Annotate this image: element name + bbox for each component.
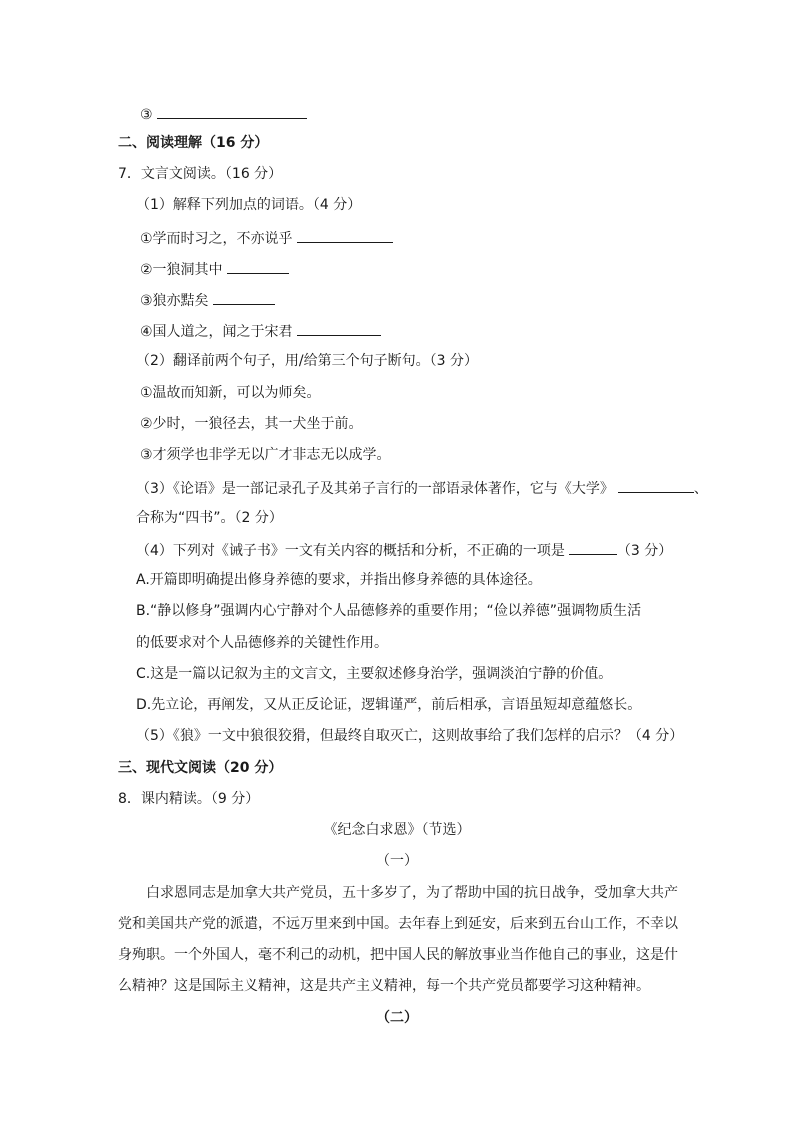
- subquestion-3-continued: 合称为“四书”。（2 分）: [136, 510, 283, 526]
- translate-item-1: ①温故而知新，可以为师矣。: [140, 385, 321, 401]
- answer-blank[interactable]: [157, 104, 307, 119]
- answer-blank[interactable]: [213, 290, 275, 305]
- section-heading-reading: 二、阅读理解（16 分）: [118, 135, 269, 151]
- passage-line: 白求恩同志是加拿大共产党员，五十多岁了，为了帮助中国的抗日战争，受加拿大共产: [146, 885, 678, 901]
- option-b-continued: 的低要求对个人品德修养的关键性作用。: [136, 635, 388, 651]
- word-item-text: ④国人道之，闻之于宋君: [140, 324, 293, 340]
- answer-blank[interactable]: [569, 540, 617, 555]
- answer-blank[interactable]: [297, 228, 393, 243]
- word-item-text: ②一狼洞其中: [140, 262, 223, 278]
- passage-part-1-label: （一）: [376, 853, 418, 869]
- question-8-title: 8．课内精读。（9 分）: [118, 791, 260, 807]
- word-item-1: [140, 228, 393, 248]
- question-7-title: 7．文言文阅读。（16 分）: [118, 166, 283, 182]
- answer-blank[interactable]: [297, 321, 381, 336]
- word-item-4: [140, 321, 381, 341]
- subquestion-3-comma: 、: [693, 481, 708, 497]
- subquestion-3-text: （3）《论语》是一部记录孔子及其弟子言行的一部语录体著作，它与《大学》: [136, 481, 614, 497]
- passage-line: 党和美国共产党的派遣，不远万里来到中国。去年春上到延安，后来到五台山工作，不幸以: [118, 916, 678, 932]
- word-item-2: [140, 259, 289, 279]
- option-b: B.“静以修身”强调内心宁静对个人品德修养的重要作用；“俭以养德”强调物质生活: [136, 603, 642, 619]
- subquestion-4-score: （3 分）: [616, 543, 673, 559]
- subquestion-3: [136, 478, 708, 498]
- word-item-text: ③狼亦黠矣: [140, 293, 209, 309]
- subquestion-1: （1）解释下列加点的词语。（4 分）: [136, 197, 362, 213]
- word-item-text: ①学而时习之，不亦说乎: [140, 231, 293, 247]
- option-a: A.开篇即明确提出修身养德的要求，并指出修身养德的具体途径。: [136, 572, 542, 588]
- passage-part-2-label: （二）: [376, 1010, 418, 1026]
- answer-blank[interactable]: [618, 478, 694, 493]
- passage-line: 身殉职。一个外国人，毫不利己的动机，把中国人民的解放事业当作他自己的事业，这是什: [118, 947, 678, 963]
- section-heading-modern-reading: 三、现代文阅读（20 分）: [118, 760, 283, 776]
- passage-line: 么精神？这是国际主义精神，这是共产主义精神，每一个共产党员都要学习这种精神。: [118, 978, 650, 994]
- punctuate-item-3: ③才须学也非学无以广才非志无以成学。: [140, 447, 391, 463]
- subquestion-2: （2）翻译前两个句子，用/给第三个句子断句。（3 分）: [136, 353, 478, 369]
- word-item-3: [140, 290, 275, 310]
- subquestion-5: （5）《狼》一文中狼很狡猾，但最终自取灭亡，这则故事给了我们怎样的启示？（4 分）: [136, 728, 684, 744]
- item-3-answer-line: [140, 104, 307, 124]
- subquestion-4: [136, 540, 672, 560]
- answer-blank[interactable]: [227, 259, 289, 274]
- subquestion-4-text: （4）下列对《诫子书》一文有关内容的概括和分析，不正确的一项是: [136, 543, 565, 559]
- option-d: D.先立论，再阐发，又从正反论证，逻辑谨严，前后相承，言语虽短却意蕴悠长。: [136, 697, 642, 713]
- item-label: ③: [140, 107, 153, 123]
- translate-item-2: ②少时，一狼径去，其一犬坐于前。: [140, 416, 363, 432]
- option-c: C.这是一篇以记叙为主的文言文，主要叙述修身治学，强调淡泊宁静的价值。: [136, 666, 613, 682]
- passage-title: 《纪念白求恩》（节选）: [323, 822, 471, 838]
